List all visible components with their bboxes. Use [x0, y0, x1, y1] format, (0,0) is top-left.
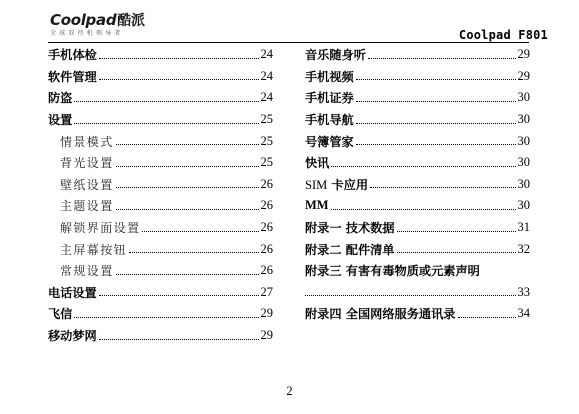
- toc-leader: [331, 196, 516, 210]
- toc-entry-title: 解锁界面设置: [60, 221, 141, 236]
- toc-entry-title: 音乐随身听: [305, 48, 366, 63]
- toc-leader: [305, 282, 516, 296]
- toc-entry: [305, 217, 530, 239]
- toc-entry-title: 卡应用: [331, 177, 369, 192]
- toc-entry-page: 30: [517, 112, 530, 127]
- logo-wordmark: [50, 10, 145, 30]
- toc-entry-title: 快讯: [305, 156, 330, 171]
- toc-entry: [305, 174, 530, 196]
- toc-entry-page: 30: [517, 133, 530, 148]
- toc-leader: [356, 88, 516, 102]
- toc-leader: [99, 282, 259, 296]
- toc-leader: [142, 218, 258, 232]
- toc-entry: [305, 87, 530, 109]
- toc-entry-title: 软件管理: [48, 69, 97, 84]
- toc-entry-page: 34: [517, 306, 530, 321]
- toc-entry: [48, 44, 273, 66]
- toc-entry-title: 号簿管家: [305, 134, 354, 149]
- toc-subentry: [48, 260, 273, 282]
- toc-leader: [99, 45, 259, 59]
- toc-entry: [48, 87, 273, 109]
- toc-entry-title: 附录三 有害有毒物质或元素声明: [305, 264, 480, 279]
- toc-left-column: [48, 44, 273, 346]
- toc-entry: [48, 109, 273, 131]
- toc-leader: [356, 66, 516, 80]
- toc-entry-title: 附录四 全国网络服务通讯录: [305, 307, 456, 322]
- toc-entry-title: 移动梦网: [48, 329, 97, 344]
- toc-entry-page: 33: [517, 284, 530, 299]
- toc-entry-page: 25: [260, 112, 273, 127]
- toc-entry-page: 29: [517, 47, 530, 62]
- toc-entry-title: 常规设置: [60, 264, 114, 279]
- toc-entry-title: 情景模式: [60, 134, 114, 149]
- logo-text: Coolpad: [50, 11, 117, 29]
- toc-entry: [305, 238, 530, 260]
- toc-leader: [116, 196, 259, 210]
- toc-entry-page: 24: [260, 90, 273, 105]
- toc-leader: [331, 153, 515, 167]
- toc-entry: [305, 303, 530, 325]
- page-header: [48, 10, 548, 44]
- toc-entry-title: 防盗: [48, 91, 73, 106]
- toc-entry-title: 主题设置: [60, 199, 114, 214]
- toc-leader: [99, 66, 259, 80]
- toc-entry-page: 30: [517, 155, 530, 170]
- toc-entry-page: 26: [260, 220, 273, 235]
- coolpad-logo: [48, 10, 168, 40]
- toc-subentry: [48, 238, 273, 260]
- toc-leader: [116, 174, 259, 188]
- toc-subentry: [48, 195, 273, 217]
- toc-entry: [305, 109, 530, 131]
- toc-entry-title-wrap: [305, 176, 368, 193]
- toc-entry-page: 29: [517, 68, 530, 83]
- toc-leader: [356, 110, 516, 124]
- toc-leader: [397, 239, 516, 253]
- toc-entry-page: 26: [260, 263, 273, 278]
- toc-entry-title: 飞信: [48, 307, 73, 322]
- toc-entry-title: 手机证券: [305, 91, 354, 106]
- toc-entry: [48, 303, 273, 325]
- toc-entry-title: 手机导航: [305, 113, 354, 128]
- toc-entry-page: 29: [260, 328, 273, 343]
- toc-leader: [356, 131, 516, 145]
- toc-leader: [116, 131, 259, 145]
- toc-entry-title: 手机体检: [48, 48, 97, 63]
- toc-entry-title-latin: MM: [305, 198, 329, 213]
- toc-entry: [305, 66, 530, 88]
- toc-entry: [305, 44, 530, 66]
- toc-subentry: [48, 217, 273, 239]
- toc-entry-page: 24: [260, 68, 273, 83]
- toc-entry-page: 25: [260, 155, 273, 170]
- toc-entry-page: 25: [260, 133, 273, 148]
- toc-entry-page: 24: [260, 47, 273, 62]
- toc-entry-title: 手机视频: [305, 69, 354, 84]
- toc-entry: [48, 282, 273, 304]
- toc-leader: [370, 174, 515, 188]
- toc-entry-title: 背光设置: [60, 156, 114, 171]
- toc-leader: [397, 218, 516, 232]
- toc-leader: [116, 153, 259, 167]
- toc-leader: [74, 88, 258, 102]
- logo-tagline: 全球双待机领导者: [50, 30, 124, 37]
- model-name: Coolpad F801: [458, 28, 548, 42]
- toc-entry-title: 附录二 配件清单: [305, 242, 395, 257]
- toc-subentry: [48, 174, 273, 196]
- toc-entry-page: 30: [517, 90, 530, 105]
- toc-leader: [458, 304, 516, 318]
- toc-entry-page: 30: [517, 198, 530, 213]
- toc-entry-title: 主屏幕按钮: [60, 242, 128, 257]
- toc-entry-page: 26: [260, 176, 273, 191]
- toc-entry-page: 31: [517, 220, 530, 235]
- toc-entry: [48, 66, 273, 88]
- toc-leader: [74, 304, 258, 318]
- toc-leader: [116, 261, 259, 275]
- toc-leader: [99, 326, 259, 340]
- toc-entry-page: 32: [517, 241, 530, 256]
- toc-entry-title: 电话设置: [48, 285, 97, 300]
- toc-entry-title: 设置: [48, 113, 73, 128]
- toc-entry-page: 26: [260, 241, 273, 256]
- toc-entry: [48, 325, 273, 347]
- toc-entry-title: 附录一 技术数据: [305, 221, 395, 236]
- toc-entry: [305, 282, 530, 304]
- header-rule: [48, 42, 529, 43]
- toc-leader: [129, 239, 258, 253]
- toc-entry: [305, 195, 530, 217]
- page-number: 2: [286, 384, 293, 398]
- toc-entry: [305, 130, 530, 152]
- toc-leader: [74, 110, 258, 124]
- toc-subentry: [48, 152, 273, 174]
- toc-entry-title: 壁纸设置: [60, 177, 114, 192]
- toc-entry-page: 30: [517, 176, 530, 191]
- toc-entry-title-latin: SIM: [305, 177, 328, 192]
- logo-chinese: 酷派: [117, 13, 145, 29]
- toc-entry: [305, 152, 530, 174]
- toc-leader: [368, 45, 516, 59]
- toc-entry-page: 26: [260, 198, 273, 213]
- toc-right-column: [305, 44, 530, 325]
- toc-entry-page: 27: [260, 284, 273, 299]
- toc-entry-page: 29: [260, 306, 273, 321]
- toc-subentry: [48, 130, 273, 152]
